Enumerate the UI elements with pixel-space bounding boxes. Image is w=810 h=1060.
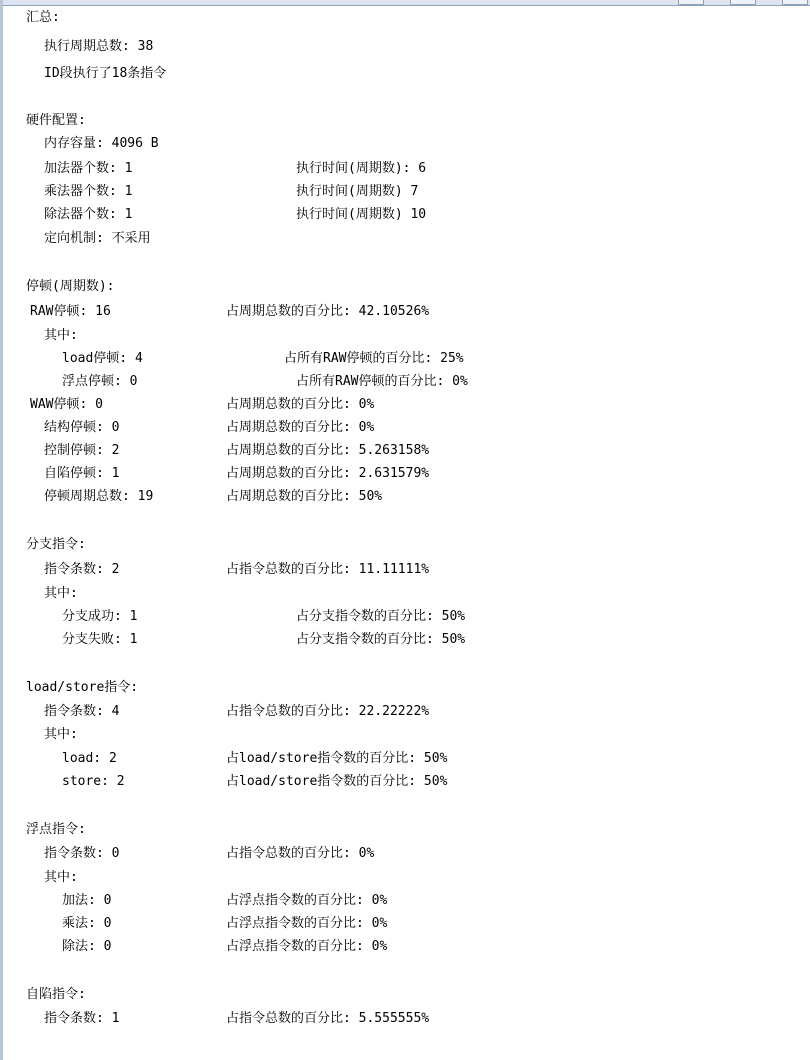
id-stage-instructions: ID段执行了18条指令 — [44, 66, 167, 81]
stalls-title: 停顿(周期数): — [26, 279, 115, 294]
total-stall-percent: 占周期总数的百分比: 50% — [226, 489, 383, 504]
summary-title: 汇总: — [26, 10, 60, 25]
waw-stall-percent: 占周期总数的百分比: 0% — [226, 397, 375, 412]
fmul-percent: 占浮点指令数的百分比: 0% — [226, 916, 388, 931]
divider-row — [44, 205, 804, 225]
control-stall-count: 控制停顿: 2 — [44, 443, 120, 458]
store-row — [62, 772, 802, 792]
branch-percent: 占指令总数的百分比: 11.11111% — [226, 562, 430, 577]
float-among-label: 其中: — [44, 870, 78, 885]
branch-count: 指令条数: 2 — [44, 562, 120, 577]
fp-stall-percent: 占所有RAW停顿的百分比: 0% — [296, 374, 468, 389]
memory-capacity: 内存容量: 4096 B — [44, 136, 159, 151]
window-button[interactable] — [678, 0, 704, 5]
store-count: store: 2 — [62, 774, 125, 789]
trap-stall-count: 自陷停顿: 1 — [44, 466, 120, 481]
branch-fail-percent: 占分支指令数的百分比: 50% — [296, 632, 466, 647]
fmul-count: 乘法: 0 — [62, 916, 112, 931]
load-count: load: 2 — [62, 751, 117, 766]
trap-instr-percent: 占指令总数的百分比: 5.555555% — [226, 1011, 430, 1026]
adder-count: 加法器个数: 1 — [44, 161, 133, 176]
window-button[interactable] — [782, 0, 808, 5]
total-stall-count: 停顿周期总数: 19 — [44, 489, 154, 504]
fadd-count: 加法: 0 — [62, 893, 112, 908]
branch-success-count: 分支成功: 1 — [62, 609, 138, 624]
total-stall-row — [44, 487, 804, 507]
total-cycles: 执行周期总数: 38 — [44, 39, 154, 54]
control-stall-row — [44, 441, 804, 461]
trap-stall-row — [44, 464, 804, 484]
loadstore-title: load/store指令: — [26, 680, 139, 695]
window-top-bar — [0, 0, 810, 6]
float-count-row — [44, 844, 804, 864]
branch-count-row — [44, 560, 804, 580]
branch-success-percent: 占分支指令数的百分比: 50% — [296, 609, 466, 624]
load-stall-row — [62, 349, 802, 369]
control-stall-percent: 占周期总数的百分比: 5.263158% — [226, 443, 430, 458]
divider-exec-time: 执行时间(周期数) 10 — [296, 207, 427, 222]
loadstore-among-label: 其中: — [44, 727, 78, 742]
raw-stall-row — [30, 302, 790, 322]
branch-fail-row — [62, 630, 802, 650]
load-percent: 占load/store指令数的百分比: 50% — [226, 751, 448, 766]
forwarding-mechanism: 定向机制: 不采用 — [44, 231, 151, 246]
window-left-border — [0, 0, 3, 1060]
fdiv-count: 除法: 0 — [62, 939, 112, 954]
structural-stall-percent: 占周期总数的百分比: 0% — [226, 420, 375, 435]
waw-stall-row — [30, 395, 790, 415]
trap-instr-count: 指令条数: 1 — [44, 1011, 120, 1026]
trap-stall-percent: 占周期总数的百分比: 2.631579% — [226, 466, 430, 481]
branch-among-label: 其中: — [44, 586, 78, 601]
float-title: 浮点指令: — [26, 822, 86, 837]
fp-stall-count: 浮点停顿: 0 — [62, 374, 138, 389]
fp-stall-row — [62, 372, 802, 392]
load-stall-count: load停顿: 4 — [62, 351, 143, 366]
stalls-among-label: 其中: — [44, 328, 78, 343]
raw-stall-percent: 占周期总数的百分比: 42.10526% — [226, 304, 430, 319]
multiplier-exec-time: 执行时间(周期数) 7 — [296, 184, 419, 199]
load-stall-percent: 占所有RAW停顿的百分比: 25% — [284, 351, 464, 366]
window-button[interactable] — [730, 0, 756, 5]
branch-title: 分支指令: — [26, 537, 86, 552]
fadd-row — [62, 891, 802, 911]
structural-stall-row — [44, 418, 804, 438]
loadstore-percent: 占指令总数的百分比: 22.22222% — [226, 704, 430, 719]
loadstore-count: 指令条数: 4 — [44, 704, 120, 719]
adder-exec-time: 执行时间(周期数): 6 — [296, 161, 427, 176]
load-row — [62, 749, 802, 769]
branch-fail-count: 分支失败: 1 — [62, 632, 138, 647]
trap-instr-title: 自陷指令: — [26, 987, 86, 1002]
float-count: 指令条数: 0 — [44, 846, 120, 861]
fdiv-percent: 占浮点指令数的百分比: 0% — [226, 939, 388, 954]
fmul-row — [62, 914, 802, 934]
store-percent: 占load/store指令数的百分比: 50% — [226, 774, 448, 789]
loadstore-count-row — [44, 702, 804, 722]
divider-count: 除法器个数: 1 — [44, 207, 133, 222]
multiplier-row — [44, 182, 804, 202]
raw-stall-count: RAW停顿: 16 — [30, 304, 111, 319]
float-percent: 占指令总数的百分比: 0% — [226, 846, 375, 861]
multiplier-count: 乘法器个数: 1 — [44, 184, 133, 199]
waw-stall-count: WAW停顿: 0 — [30, 397, 103, 412]
trap-instr-count-row — [44, 1009, 804, 1029]
statistics-text-area — [26, 8, 806, 1053]
hardware-title: 硬件配置: — [26, 113, 86, 128]
structural-stall-count: 结构停顿: 0 — [44, 420, 120, 435]
branch-success-row — [62, 607, 802, 627]
adder-row — [44, 159, 804, 179]
fdiv-row — [62, 937, 802, 957]
fadd-percent: 占浮点指令数的百分比: 0% — [226, 893, 388, 908]
